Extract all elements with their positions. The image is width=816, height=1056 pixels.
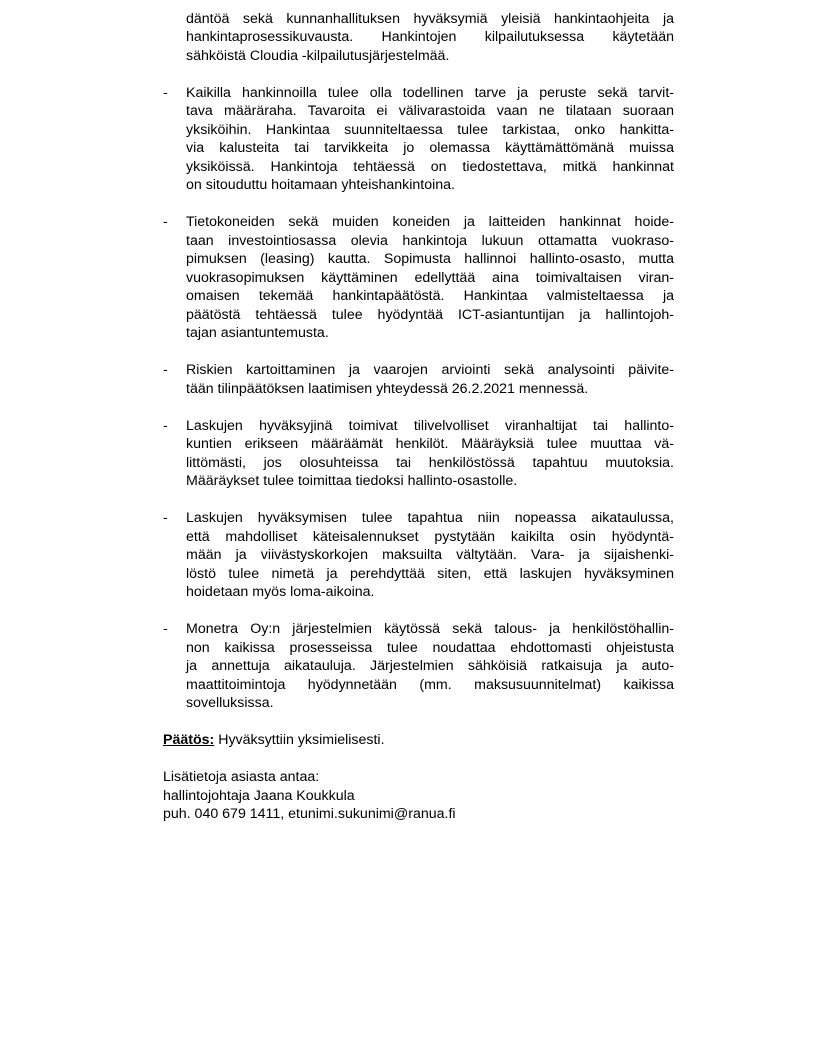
decision-label: Päätös: bbox=[163, 732, 215, 748]
text-line: Laskujen hyväksyjinä toimivat tilivelvolliset viranhaltijat tai hallinto- bbox=[186, 417, 674, 434]
text-line: sähköistä Cloudia -kilpailutusjärjestelmää. bbox=[186, 47, 450, 64]
text-line: mään ja viivästyskorkojen maksuilta vältytään. Vara- ja sijaishenki- bbox=[186, 547, 674, 563]
list-item bbox=[163, 620, 683, 713]
text-line bbox=[186, 0, 674, 10]
list-item-text bbox=[186, 620, 674, 713]
contact-person: hallintojohtaja Jaana Koukkula bbox=[163, 787, 355, 804]
text-line: tajan asiantuntemusta. bbox=[186, 325, 329, 341]
list-item bbox=[163, 213, 683, 343]
bullet-dash: - bbox=[163, 510, 168, 526]
text-line: taan investointiosassa olevia hankintoja lukuun ottamatta vuokraso- bbox=[186, 232, 674, 249]
text-line: että mahdolliset käteisalennukset pystytään kaikilta osin hyödyntä- bbox=[186, 528, 674, 545]
list-item bbox=[163, 361, 683, 398]
text-line: Määräykset tulee toimittaa tiedoksi hallinto-osastolle. bbox=[186, 473, 518, 489]
text-line: Laskujen hyväksymisen tulee tapahtua niin nopeassa aikataulussa, bbox=[186, 510, 674, 526]
list-item bbox=[163, 84, 683, 195]
bullet-dash: - bbox=[163, 214, 168, 230]
text-line: on sitouduttu hoitamaan yhteishankintoina. bbox=[186, 177, 455, 193]
text-line: non kaikissa prosesseissa tulee noudattaa ehdottomasti ohjeistusta bbox=[186, 639, 674, 656]
text-line: Kaikilla hankinnoilla tulee olla todellinen tarve ja peruste sekä tarvit- bbox=[186, 84, 674, 101]
bullet-dash: - bbox=[163, 417, 168, 434]
list-item bbox=[163, 417, 683, 491]
text-line: Monetra Oy:n järjestelmien käytössä sekä talous- ja henkilöstöhallin- bbox=[186, 621, 674, 637]
text-line: ja annettuja aikatauluja. Järjestelmien sähköisiä ratkaisuja ja auto- bbox=[186, 658, 674, 674]
decision-text: Hyväksyttiin yksimielisesti. bbox=[214, 732, 385, 748]
decision-paragraph bbox=[163, 731, 683, 750]
text-line: littömästi, jos olosuhteissa tai henkilöstössä tapahtuu muutoksia. bbox=[186, 454, 674, 471]
document-body bbox=[163, 0, 683, 824]
text-line: löstö tulee nimetä ja perehdyttää siten, että laskujen hyväksyminen bbox=[186, 565, 674, 582]
text-line: Riskien kartoittaminen ja vaarojen arviointi sekä analysointi päivite- bbox=[186, 362, 674, 378]
text-line: Tietokoneiden sekä muiden koneiden ja laitteiden hankinnat hoide- bbox=[186, 214, 674, 230]
text-line: yksiköissä. Hankintoja tehtäessä on tiedostettava, mitkä hankinnat bbox=[186, 158, 674, 175]
list-item bbox=[163, 509, 683, 602]
contact-phone-email: puh. 040 679 1411, etunimi.sukunimi@ranua.fi bbox=[163, 806, 456, 822]
text-line: hankintaprosessikuvausta. Hankintojen kilpailutuksessa käytetään bbox=[186, 29, 674, 45]
list-item bbox=[163, 0, 683, 65]
text-line: tava määräraha. Tavaroita ei välivarastoida vaan ne tilataan suoraan bbox=[186, 103, 674, 119]
text-line: hoidetaan myös loma-aikoina. bbox=[186, 584, 375, 600]
bullet-list bbox=[163, 0, 683, 713]
bullet-dash: - bbox=[163, 621, 168, 637]
list-item-text bbox=[186, 84, 674, 195]
contact-block bbox=[163, 768, 683, 824]
list-item-text bbox=[186, 417, 674, 491]
text-line: däntöä sekä kunnanhallituksen hyväksymiä yleisiä hankintaohjeita ja bbox=[186, 10, 674, 27]
text-line: yksiköihin. Hankintaa suunniteltaessa tulee tarkistaa, onko hankitta- bbox=[186, 121, 674, 138]
text-line: via kalusteita tai tarvikkeita jo olemassa käyttämättömänä muissa bbox=[186, 140, 674, 156]
contact-heading: Lisätietoja asiasta antaa: bbox=[163, 769, 320, 785]
bullet-dash: - bbox=[163, 84, 168, 101]
list-item-text bbox=[186, 0, 674, 65]
text-line: vuokrasopimuksen käyttäminen edellyttää aina toimivaltaisen viran- bbox=[186, 269, 674, 286]
text-line: pimuksen (leasing) kautta. Sopimusta hallinnoi hallinto-osasto, mutta bbox=[186, 251, 674, 267]
bullet-dash bbox=[163, 0, 186, 65]
text-line: päätöstä tehtäessä tulee hyödyntää ICT-asiantuntijan ja hallintojoh- bbox=[186, 306, 674, 323]
bullet-dash: - bbox=[163, 362, 168, 378]
text-line: kuntien erikseen määräämät henkilöt. Määräyksiä tulee muuttaa vä- bbox=[186, 436, 674, 452]
list-item-text bbox=[186, 213, 674, 343]
text-line: tään tilinpäätöksen laatimisen yhteydessä 26.2.2021 mennessä. bbox=[186, 380, 589, 397]
text-line: omaisen tekemää hankintapäätöstä. Hankintaa valmisteltaessa ja bbox=[186, 288, 674, 304]
text-line: maattitoimintoja hyödynnetään (mm. maksusuunnitelmat) kaikissa bbox=[186, 676, 674, 693]
list-item-text bbox=[186, 509, 674, 602]
text-line: sovelluksissa. bbox=[186, 695, 274, 711]
list-item-text bbox=[186, 361, 674, 398]
